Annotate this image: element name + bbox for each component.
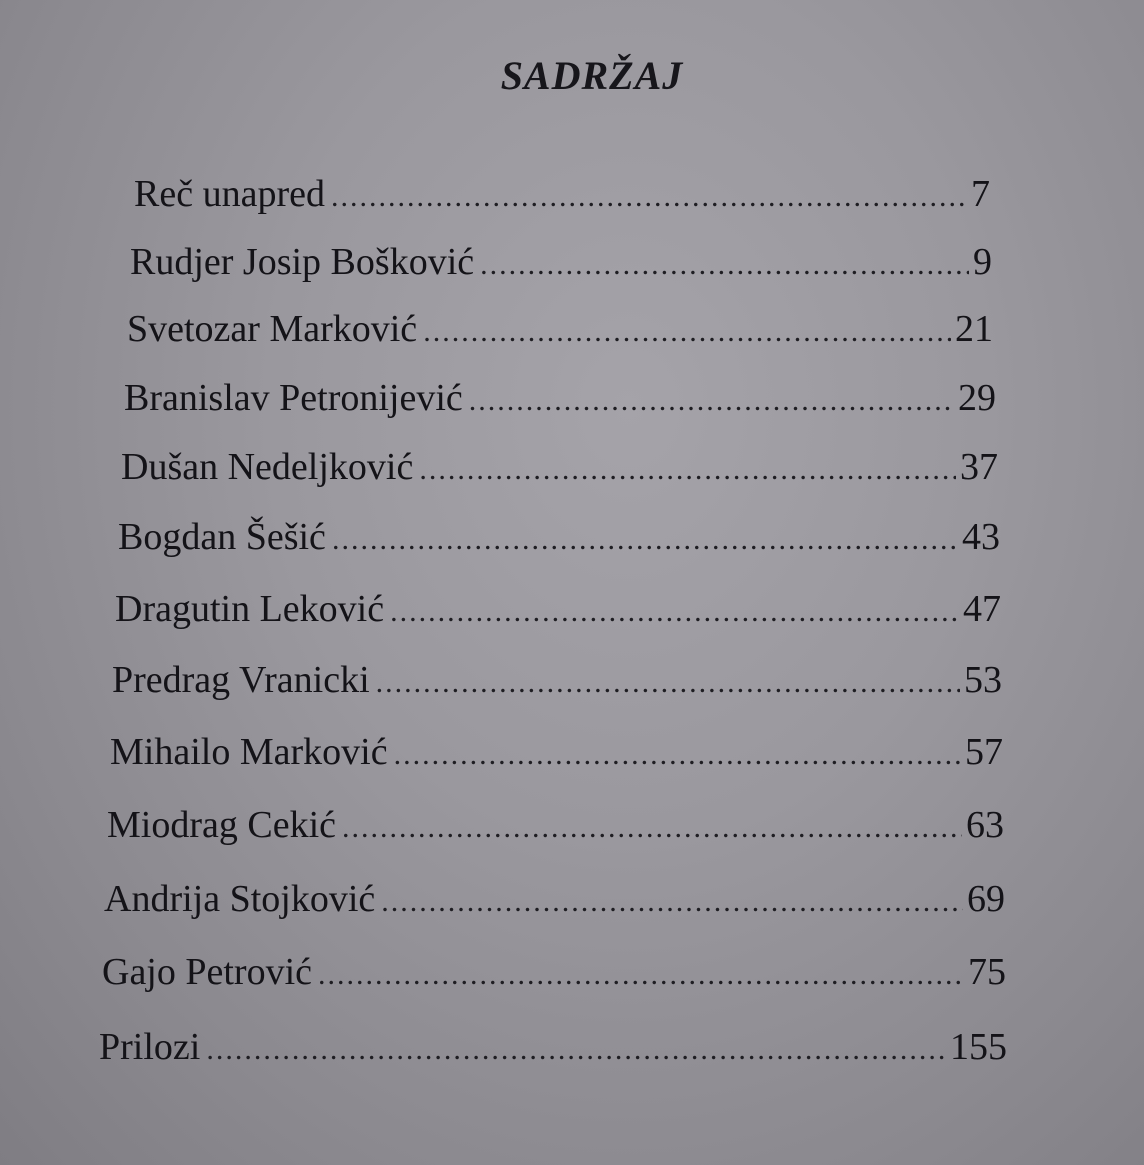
toc-entry [107,803,1004,847]
toc-entry [112,658,1002,702]
dot-leader [419,453,956,487]
toc-entry-page: 43 [962,516,1000,558]
dot-leader [342,811,962,845]
page-title: SADRŽAJ [500,53,684,98]
toc-entry-title: Gajo Petrović [102,951,313,993]
toc-entry-title: Predrag Vranicki [112,659,370,701]
dot-leader [332,523,958,557]
toc-entry-title: Dragutin Leković [115,588,385,630]
toc-entry-page: 7 [971,173,990,215]
toc-entry-page: 75 [968,951,1006,993]
toc-entry-page: 155 [950,1026,1007,1068]
toc-entry-title: Reč unapred [134,173,325,215]
toc-entry-page: 37 [960,446,998,488]
toc-entry-page: 63 [966,804,1004,846]
toc-entry-page: 57 [965,731,1003,773]
toc-entry [102,950,1006,994]
toc-entry [104,877,1005,921]
dot-leader [423,315,951,349]
toc-entry [115,587,1001,631]
toc-entry [124,376,996,420]
toc-entry-title: Mihailo Marković [110,731,388,773]
toc-entry-title: Dušan Nedeljković [121,446,414,488]
dot-leader [318,958,964,992]
toc-entry-title: Prilozi [99,1026,201,1068]
toc-entry [134,172,990,216]
dot-leader [469,384,954,418]
toc-entry-page: 47 [963,588,1001,630]
toc-entry-page: 21 [955,308,993,350]
dot-leader [394,738,961,772]
toc-entry-page: 53 [964,659,1002,701]
toc-entry-title: Rudjer Josip Bošković [130,241,475,283]
dot-leader [331,180,967,214]
toc-entry-page: 9 [973,241,992,283]
toc-entry [127,307,993,351]
toc-entry-title: Andrija Stojković [104,878,376,920]
toc-entry-title: Miodrag Cekić [107,804,337,846]
dot-leader [206,1033,946,1067]
toc-entry-title: Bogdan Šešić [118,516,326,558]
toc-entry-page: 29 [958,377,996,419]
dot-leader [376,666,960,700]
toc-entry-title: Svetozar Marković [127,308,418,350]
dot-leader [480,248,969,282]
dot-leader [390,595,959,629]
toc-entry [121,445,998,489]
dot-leader [381,885,963,919]
toc-entry-page: 69 [967,878,1005,920]
toc-entry [110,730,1003,774]
toc-entry [99,1025,1007,1069]
toc-entry-title: Branislav Petronijević [124,377,463,419]
toc-entry [130,240,992,284]
toc-entry [118,515,1000,559]
